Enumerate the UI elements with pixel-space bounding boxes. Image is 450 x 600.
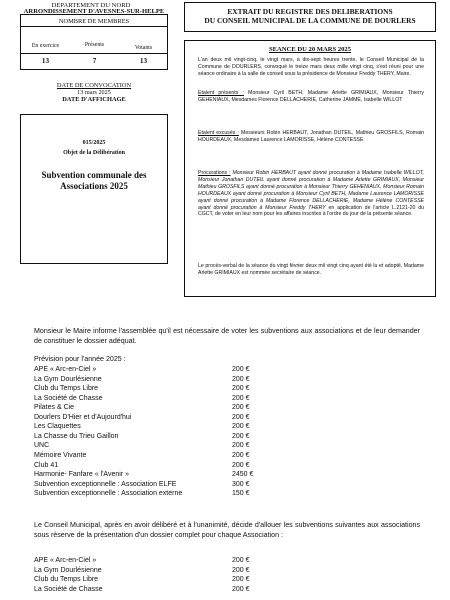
subvention-amount: 200 € — [232, 394, 250, 402]
subvention-row — [34, 403, 294, 412]
subvention-name: La Chasse du Trieu Gaillon — [34, 432, 119, 440]
subvention-row — [34, 441, 294, 450]
objet-box — [20, 114, 168, 264]
seance-box — [184, 40, 436, 297]
subvention-amount: 200 € — [232, 404, 250, 412]
subvention-row — [34, 394, 294, 403]
subvention-name: La Société de Chasse — [34, 394, 103, 402]
subvention-row — [34, 365, 294, 374]
subvention-name: Subvention exceptionnelle : Association ELFE — [34, 480, 177, 488]
allocation-row — [34, 556, 294, 565]
subvention-amount: 2450 € — [232, 471, 254, 479]
extract-title-box — [184, 2, 436, 32]
extract-title-line-2: DU CONSEIL MUNICIPAL DE LA COMMUNE DE DOURLERS — [204, 16, 416, 25]
subvention-amount: 200 € — [232, 442, 250, 450]
subvention-row — [34, 375, 294, 384]
subvention-row — [34, 480, 294, 489]
allocation-name: Club du Temps Libre — [34, 576, 99, 584]
subvention-name: UNC — [34, 442, 50, 450]
procurations-label: Procurations : — [198, 170, 231, 176]
seance-title: SEANCE DU 20 MARS 2025 — [268, 46, 352, 53]
subvention-name: APE « Arc-en-Ciel » — [34, 366, 97, 373]
objet-title-line-1: Subvention communale des — [41, 170, 147, 180]
subvention-amount: 150 € — [232, 490, 250, 498]
allocation-amount: 200 € — [232, 585, 250, 593]
allocation-name: La Société de Chasse — [34, 585, 103, 593]
allocation-amount: 200 € — [232, 576, 250, 584]
subvention-name: Subvention exceptionnelle : Association externe — [34, 490, 183, 498]
excuses-label: Etaient excusés : — [198, 130, 239, 136]
excuses-paragraph — [198, 130, 424, 144]
decision-paragraph: Le Conseil Municipal, après en avoir délibéré et à l'unanimité, décide d'allouer les subventions suivantes aux associations sous réserve de la présentation d'un dossier complet pour chaque Association : — [34, 521, 420, 539]
objet-title — [21, 170, 167, 192]
presents-label: Etaient présents : — [198, 90, 244, 96]
subvention-row — [34, 422, 294, 431]
convocation-date: 13 mars 2025 — [77, 89, 111, 96]
allocation-amount: 200 € — [232, 566, 250, 574]
col-label-presents: Présents — [84, 42, 105, 48]
subvention-row — [34, 384, 294, 393]
subvention-amount: 200 € — [232, 451, 250, 459]
subvention-amount: 200 € — [232, 375, 250, 383]
subvention-name: Harmonie- Fanfare « l'Avenir » — [34, 471, 129, 479]
allocation-row — [34, 566, 294, 575]
subvention-amount: 200 € — [232, 461, 250, 469]
subvention-amount: 200 € — [232, 413, 250, 421]
allocation-name: APE « Arc-en-Ciel » — [34, 557, 97, 564]
excuses-list: Messieurs Robin HERBAUT, Jonathan DUTEIL, Mathieu GROSFILS, Romain HOURDEAUX, Mesdames Laurence LAMORISSE, Hélène CONTESSE — [198, 130, 424, 143]
deliberation-number: 015/2025 — [82, 140, 106, 146]
affichage-label: DATE D'AFFICHAGE — [62, 96, 126, 103]
presents-paragraph — [198, 90, 424, 104]
subvention-row — [34, 489, 294, 498]
extract-title-line-1: EXTRAIT DU REGISTRE DES DELIBERATIONS — [227, 7, 393, 16]
subvention-name: Pilates & Cie — [34, 404, 75, 412]
subvention-row — [34, 470, 294, 479]
presents-list: Monsieur Cyril BETH, Madame Arlette GRIMIAUX, Monsieur Thierry GEHENIAUX, Mesdames Florence DELLACHERIE, Catherine JAMME, Isabelle WILLOT — [198, 90, 424, 103]
procurations-paragraph — [198, 170, 424, 218]
value-votants: 13 — [139, 57, 148, 65]
allocation-row — [34, 575, 294, 584]
subvention-name: Dourlers D'Hier et d'Aujourd'hui — [34, 413, 132, 421]
arrondissement-label: ARRONDISSEMENT D'AVESNES-SUR-HELPE — [23, 8, 165, 15]
subvention-amount: 200 € — [232, 423, 250, 431]
procurations-tail: en application de l'article L.2121-20 du CGCT, de voter en leur nom pour les affaires inscrites à l'ordre du jour de la présente séance. — [198, 204, 424, 218]
col-label-votants: Votants — [134, 45, 153, 51]
allocation-amount: 200 € — [232, 557, 250, 564]
pv-paragraph: Le procès-verbal de la séance du vingt février deux mil vingt cinq ayant été lu et adopté, Madame Arlette GRIMIAUX est nommée secrétaire de séance. — [198, 263, 424, 276]
value-en-exercice: 13 — [41, 57, 50, 65]
subvention-amount: 200 € — [232, 432, 250, 440]
subvention-amount: 200 € — [232, 385, 250, 393]
subvention-amount: 200 € — [232, 366, 250, 373]
subvention-row — [34, 451, 294, 460]
subvention-row — [34, 413, 294, 422]
col-label-en-exercice: En exercice — [31, 43, 60, 49]
value-presents: 7 — [92, 57, 97, 65]
prevision-label: Prévision pour l'année 2025 : — [34, 355, 126, 363]
subvention-amount: 300 € — [232, 480, 250, 488]
seance-intro: L'an deux mil vingt-cinq, le vingt mars, à dix-sept heures trente, le Conseil Municipal de la Commune de DOURLERS, convoqué le treize mars deux mille vingt cinq, s'est réuni pour une séance ordinaire à la salle de conseil sous la présidence de Monsieur Freddy THERY, Maire. — [198, 57, 424, 77]
subvention-name: Club du Temps Libre — [34, 385, 99, 393]
objet-title-line-2: Associations 2025 — [60, 181, 128, 191]
subvention-name: Les Claquettes — [34, 423, 81, 431]
objet-label: Objet de la Délibération — [63, 150, 125, 156]
members-title: NOMBRE DE MEMBRES — [58, 18, 130, 25]
allocation-name: La Gym Dourlésienne — [34, 566, 102, 574]
convocation-label: DATE DE CONVOCATION — [56, 82, 132, 89]
department-label: DEPARTEMENT DU NORD — [51, 2, 131, 9]
subvention-name: Club 41 — [34, 461, 59, 469]
subvention-row — [34, 461, 294, 470]
subvention-name: La Gym Dourlésienne — [34, 375, 102, 383]
subvention-name: Mémoire Vivante — [34, 451, 87, 459]
allocation-row — [34, 585, 294, 594]
members-table — [20, 14, 168, 70]
procurations-list: Monsieur Robin HERBAUT ayant donné procuration à Madame Isabelle WILLOT, Monsieur Jonathan DUTEIL ayant donné procuration à Madame Arlette GRIMIAUX, Monsieur Mathieu GROSFILS ayant donné procuration à Monsieur Thierry GEHENIAUX, Monsieur Romain HOURDEAUX ayant donné procuration à Monsieur Cyril BETH, Madame Laurence LAMORISSE ayant donné procuration à Madame Florence DELLACHERIE, Madame Hélène CONTESSE ayant donné procuration à Monsieur Freddy THERY — [198, 170, 424, 211]
intro-paragraph: Monsieur le Maire informe l'assemblée qu'il est nécessaire de voter les subventions aux associations et de leur demander de constituer le dossier adéquat. — [34, 327, 420, 345]
subvention-row — [34, 432, 294, 441]
